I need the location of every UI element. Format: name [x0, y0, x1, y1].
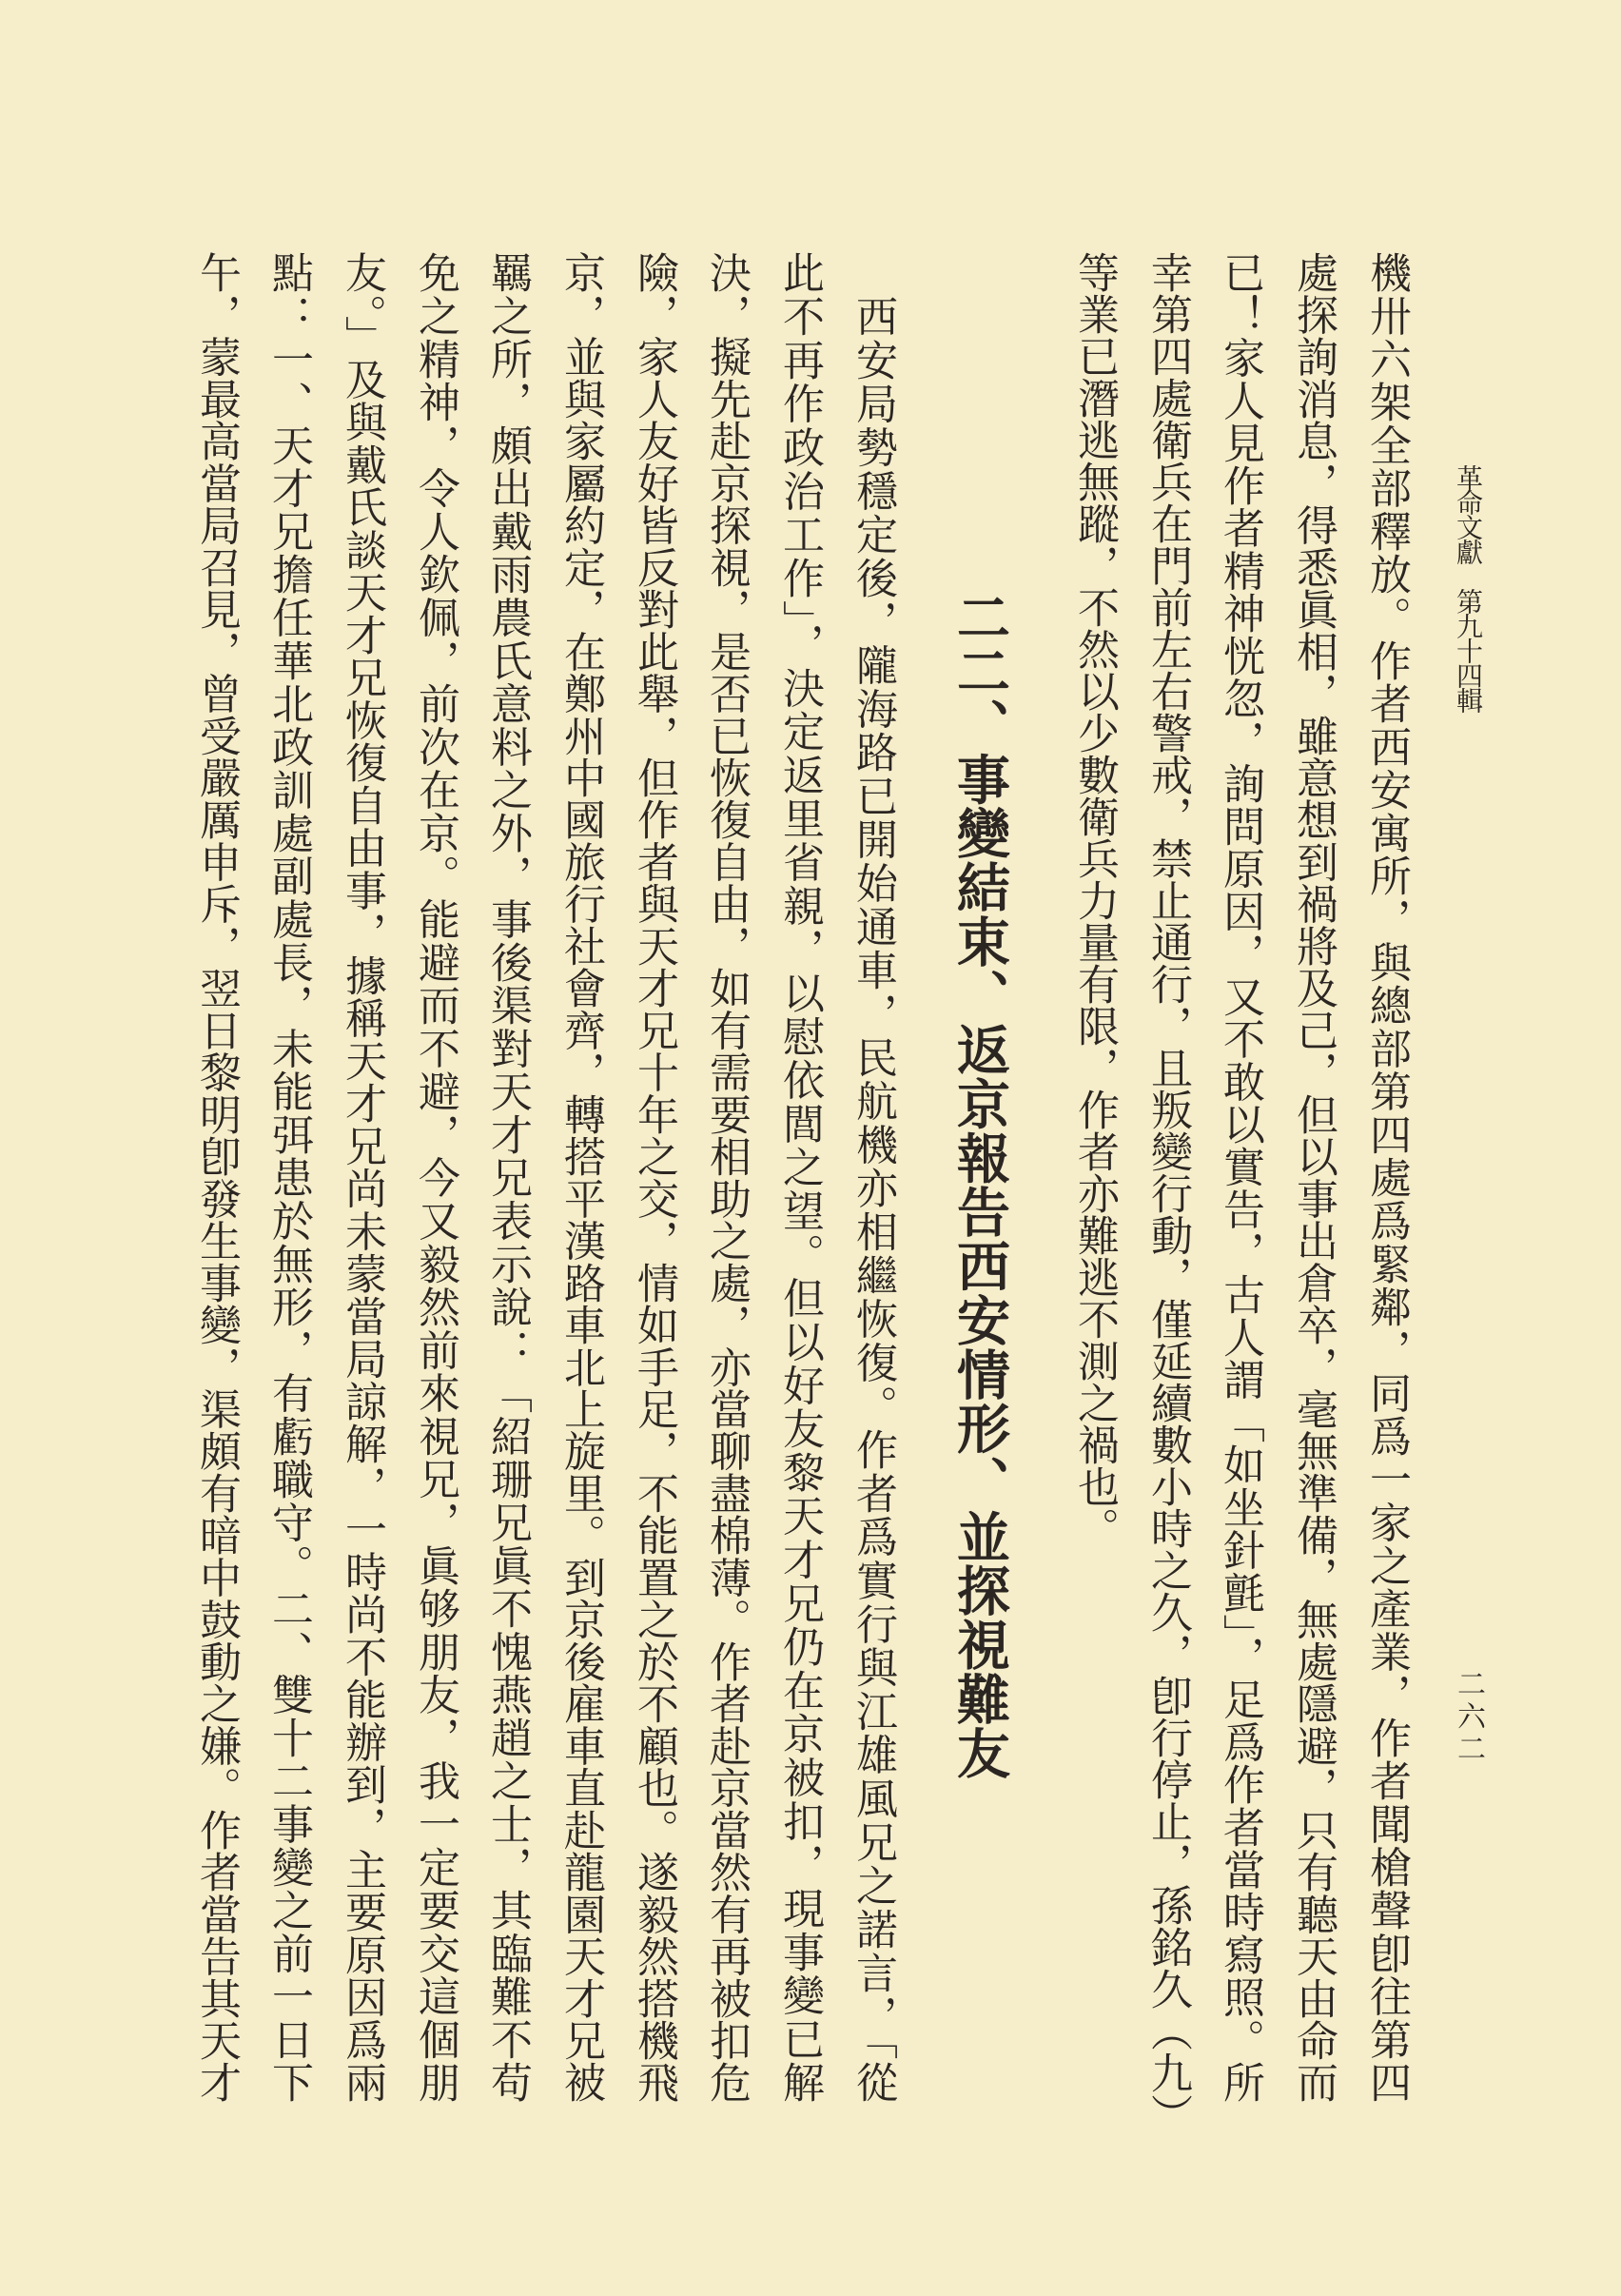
- running-header: 革命文獻 第九十四輯: [1453, 464, 1484, 712]
- text-column: 險，家人友好皆反對此舉，但作者與天才兄十年之交，情如手足，不能置之於不顧也。遂毅然搭機飛: [630, 251, 678, 2103]
- text-column: 處探詢消息，得悉眞相，雖意想到禍將及己，但以事出倉卒，毫無準備，無處隱避，只有聽天由命而: [1289, 251, 1338, 2103]
- text-column: 點：一、天才兄擔任華北政訓處副處長，未能弭患於無形，有虧職守。二、雙十二事變之前一日下: [264, 251, 313, 2103]
- text-column: 午，蒙最高當局召見，曾受嚴厲申斥，翌日黎明卽發生事變，渠頗有暗中鼓動之嫌。作者當告其天才: [192, 251, 241, 2103]
- text-column: 友。」及與戴氏談天才兄恢復自由事，據稱天才兄尚未蒙當局諒解，一時尚不能辦到，主要原因爲兩: [338, 251, 386, 2103]
- text-column: 此不再作政治工作」，決定返里省親，以慰依閭之望。但以好友黎天才兄仍在京被扣，現事變已解: [775, 251, 824, 2103]
- text-column: 羈之所，頗出戴雨農氏意料之外，事後渠對天才兄表示說：「紹珊兄眞不愧燕趙之士，其臨難不苟: [483, 251, 532, 2103]
- text-column: 已！家人見作者精神恍忽，詢問原因，又不敢以實告，古人謂「如坐針氈」，足爲作者當時寫照。所: [1216, 251, 1264, 2103]
- text-column: 幸第四處衛兵在門前左右警戒，禁止通行，且叛變行動，僅延續數小時之久，卽行停止，孫銘久（九）: [1143, 251, 1192, 2135]
- section-title: 二二、事變結束、返京報告西安情形、並探視難友: [948, 590, 1011, 1779]
- text-column: 機卅六架全部釋放。作者西安寓所，與總部第四處爲緊鄰，同爲一家之產業，作者聞槍聲卽往第四: [1362, 251, 1411, 2103]
- text-column: 免之精神，令人欽佩，前次在京。能避而不避，今又毅然前來視兄，眞够朋友，我一定要交這個朋: [411, 251, 459, 2103]
- text-column: 決，擬先赴京探視，是否已恢復自由，如有需要相助之處，亦當聊盡棉薄。作者赴京當然有再被扣危: [702, 251, 751, 2103]
- text-column: 等業已潛逃無蹤，不然以少數衛兵力量有限，作者亦難逃不測之禍也。: [1070, 251, 1119, 1549]
- page-number: 二六二: [1452, 1669, 1485, 1766]
- text-column: 京，並與家屬約定，在鄭州中國旅行社會齊，轉搭平漢路車北上旋里。到京後雇車直赴龍園天才兄被: [557, 251, 605, 2103]
- text-column: 西安局勢穩定後，隴海路已開始通車，民航機亦相繼恢復。作者爲實行與江雄風兄之諾言，「從: [849, 251, 897, 2103]
